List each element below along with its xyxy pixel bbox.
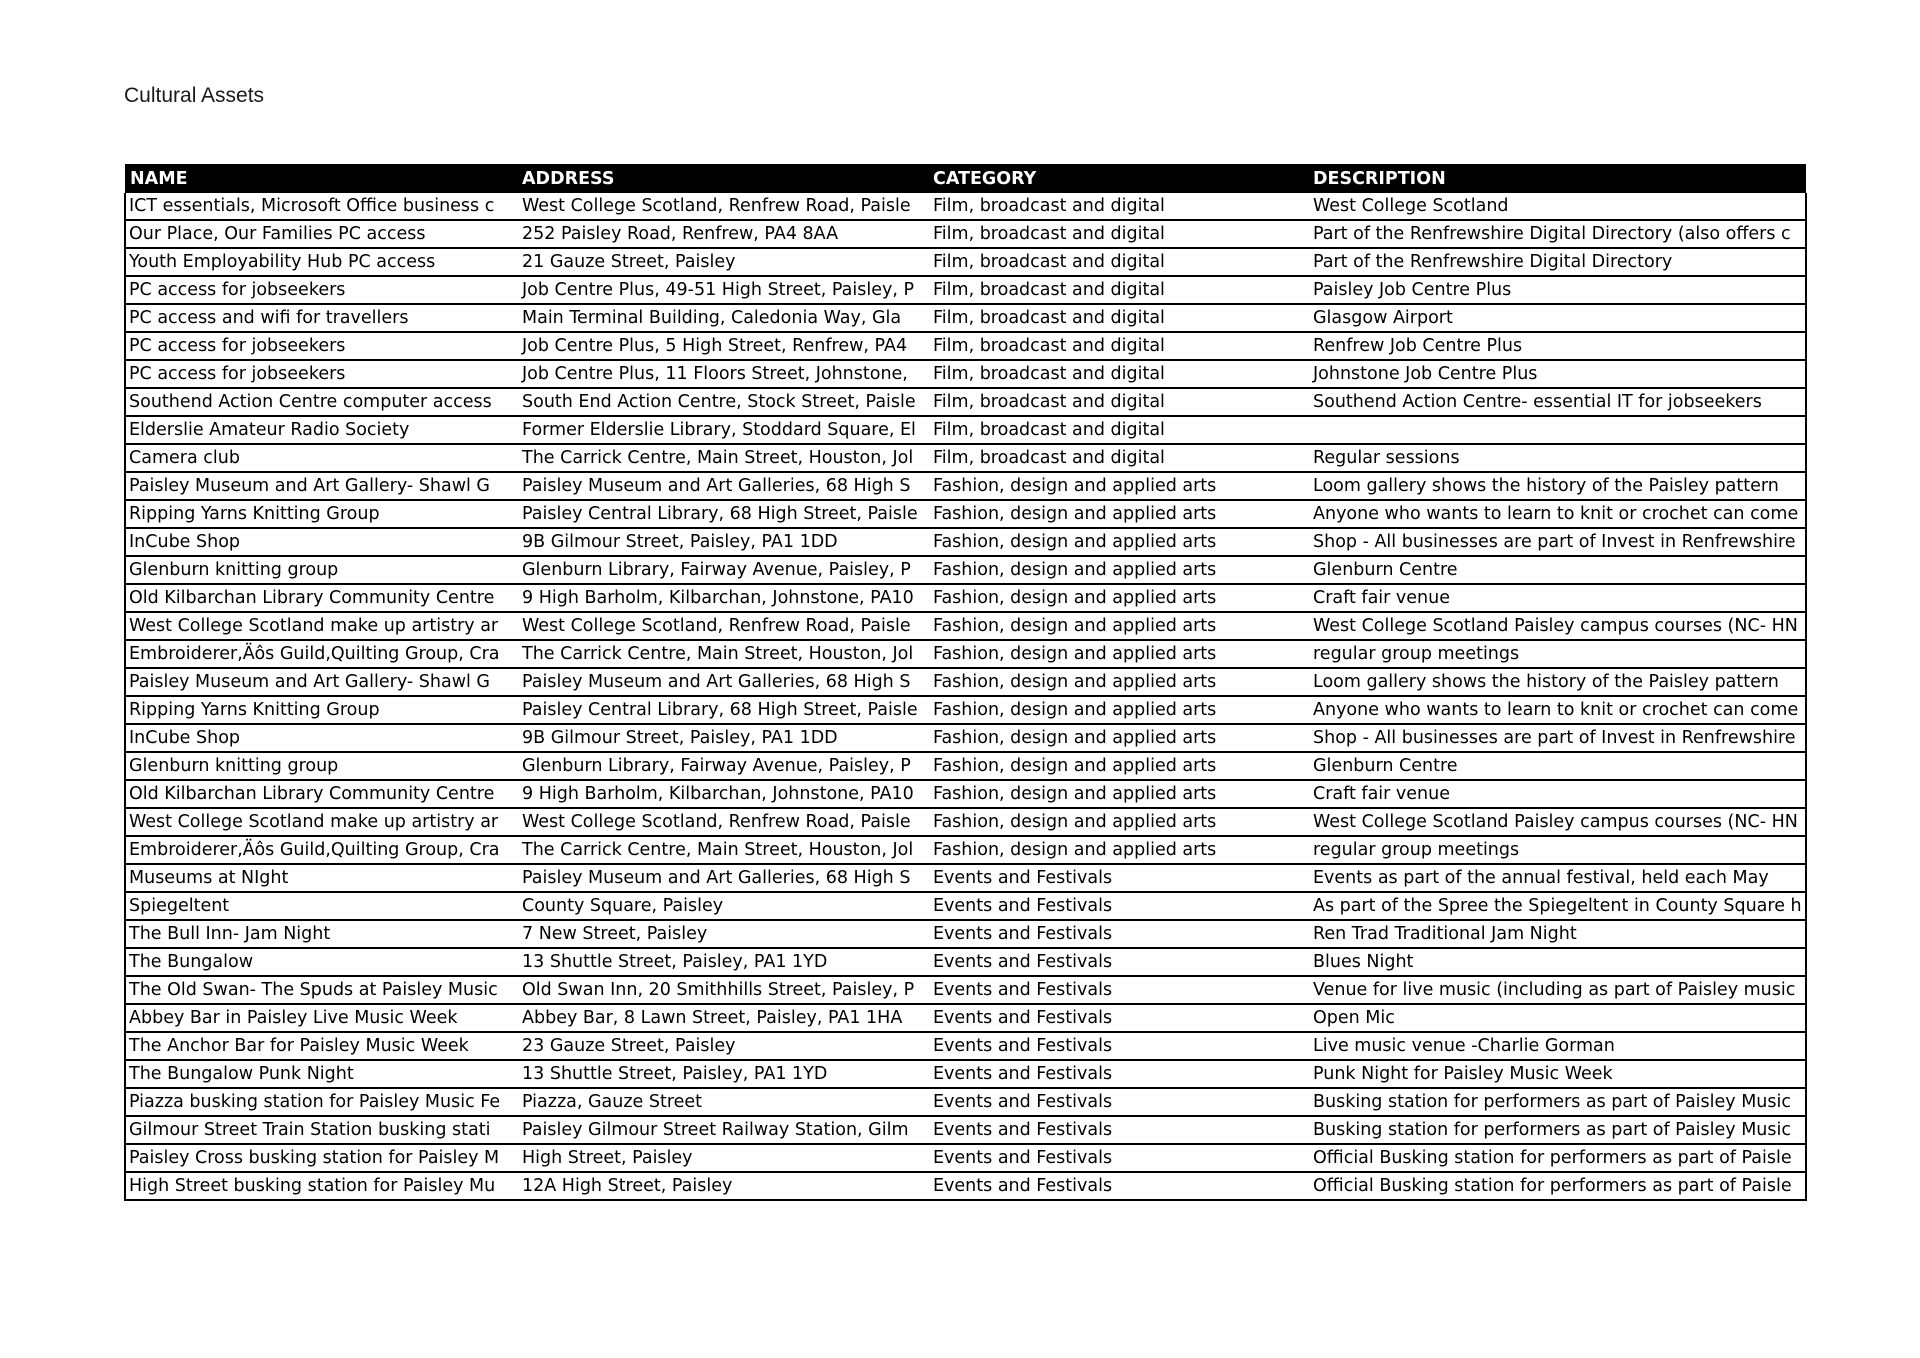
cell-description: Regular sessions [1308,444,1806,472]
cell-address: Abbey Bar, 8 Lawn Street, Paisley, PA1 1HA [517,1004,928,1032]
table-row [125,1088,1806,1116]
cell-description: Part of the Renfrewshire Digital Directory [1308,248,1806,276]
cell-description: Anyone who wants to learn to knit or crochet can come [1308,500,1806,528]
cell-name: The Bungalow [125,948,517,976]
cell-description: Busking station for performers as part of Paisley Music [1308,1088,1806,1116]
cell-description: West College Scotland Paisley campus courses (NC- HN [1308,612,1806,640]
cell-address: Paisley Central Library, 68 High Street, Paisle [517,500,928,528]
cell-category: Fashion, design and applied arts [928,808,1308,836]
cell-category: Fashion, design and applied arts [928,836,1308,864]
cell-description: Craft fair venue [1308,780,1806,808]
cell-name: InCube Shop [125,724,517,752]
table-row [125,472,1806,500]
cell-category: Film, broadcast and digital [928,193,1308,220]
table-row [125,304,1806,332]
cell-category: Events and Festivals [928,864,1308,892]
cell-description: Official Busking station for performers as part of Paisle [1308,1172,1806,1200]
cell-description: Glenburn Centre [1308,752,1806,780]
cell-address: 9B Gilmour Street, Paisley, PA1 1DD [517,528,928,556]
table-row [125,836,1806,864]
table-row [125,416,1806,444]
table-row [125,220,1806,248]
cultural-assets-table [124,164,1807,1201]
cell-description: Loom gallery shows the history of the Paisley pattern [1308,472,1806,500]
cell-address: 7 New Street, Paisley [517,920,928,948]
table-row [125,332,1806,360]
cell-description: regular group meetings [1308,836,1806,864]
table-row [125,808,1806,836]
cell-description: Anyone who wants to learn to knit or crochet can come [1308,696,1806,724]
cell-category: Fashion, design and applied arts [928,528,1308,556]
table-row [125,248,1806,276]
cell-address: The Carrick Centre, Main Street, Houston, Jol [517,444,928,472]
cell-description: Johnstone Job Centre Plus [1308,360,1806,388]
cell-category: Fashion, design and applied arts [928,472,1308,500]
cell-address: 13 Shuttle Street, Paisley, PA1 1YD [517,948,928,976]
cell-description: West College Scotland [1308,193,1806,220]
table-row [125,668,1806,696]
cell-description: Ren Trad Traditional Jam Night [1308,920,1806,948]
cell-name: Embroiderer,Äôs Guild,Quilting Group, Cra [125,836,517,864]
cell-description: Venue for live music (including as part of Paisley music [1308,976,1806,1004]
cell-category: Film, broadcast and digital [928,304,1308,332]
cell-category: Fashion, design and applied arts [928,556,1308,584]
cell-address: Paisley Museum and Art Galleries, 68 High S [517,472,928,500]
table-row [125,444,1806,472]
cell-category: Film, broadcast and digital [928,388,1308,416]
cell-address: Old Swan Inn, 20 Smithhills Street, Paisley, P [517,976,928,1004]
cell-description: As part of the Spree the Spiegeltent in County Square h [1308,892,1806,920]
cell-name: West College Scotland make up artistry ar [125,808,517,836]
cell-name: Camera club [125,444,517,472]
cell-category: Events and Festivals [928,1088,1308,1116]
cell-category: Fashion, design and applied arts [928,500,1308,528]
cell-description: Blues Night [1308,948,1806,976]
cell-address: South End Action Centre, Stock Street, Paisle [517,388,928,416]
table-row [125,696,1806,724]
cell-name: PC access for jobseekers [125,360,517,388]
cell-category: Fashion, design and applied arts [928,780,1308,808]
cell-address: Glenburn Library, Fairway Avenue, Paisley, P [517,752,928,780]
cell-category: Film, broadcast and digital [928,332,1308,360]
cell-name: Paisley Cross busking station for Paisley M [125,1144,517,1172]
table-row [125,1172,1806,1200]
table-row [125,640,1806,668]
cell-address: 252 Paisley Road, Renfrew, PA4 8AA [517,220,928,248]
cell-name: Our Place, Our Families PC access [125,220,517,248]
cell-address: 21 Gauze Street, Paisley [517,248,928,276]
table-row [125,864,1806,892]
table-row [125,584,1806,612]
cell-address: Job Centre Plus, 49-51 High Street, Paisley, P [517,276,928,304]
cell-name: The Bull Inn- Jam Night [125,920,517,948]
cell-address: Glenburn Library, Fairway Avenue, Paisley, P [517,556,928,584]
cell-address: County Square, Paisley [517,892,928,920]
cell-address: Paisley Museum and Art Galleries, 68 High S [517,668,928,696]
cell-name: InCube Shop [125,528,517,556]
cell-category: Events and Festivals [928,1060,1308,1088]
cell-name: Southend Action Centre computer access [125,388,517,416]
cell-description: Loom gallery shows the history of the Paisley pattern [1308,668,1806,696]
cell-category: Fashion, design and applied arts [928,752,1308,780]
cell-category: Film, broadcast and digital [928,360,1308,388]
cell-name: Spiegeltent [125,892,517,920]
cell-category: Events and Festivals [928,1172,1308,1200]
cell-name: Youth Employability Hub PC access [125,248,517,276]
cell-category: Film, broadcast and digital [928,444,1308,472]
cell-description: Live music venue -Charlie Gorman [1308,1032,1806,1060]
cell-description: Renfrew Job Centre Plus [1308,332,1806,360]
cell-address: 13 Shuttle Street, Paisley, PA1 1YD [517,1060,928,1088]
table-row [125,556,1806,584]
cell-address: West College Scotland, Renfrew Road, Paisle [517,808,928,836]
table-row [125,976,1806,1004]
cell-address: Main Terminal Building, Caledonia Way, Gla [517,304,928,332]
table-row [125,388,1806,416]
cell-name: Museums at NIght [125,864,517,892]
cell-description: Official Busking station for performers as part of Paisle [1308,1144,1806,1172]
cell-description: regular group meetings [1308,640,1806,668]
cell-category: Film, broadcast and digital [928,220,1308,248]
table-row [125,724,1806,752]
cell-name: Paisley Museum and Art Gallery- Shawl G [125,668,517,696]
cell-description: Glasgow Airport [1308,304,1806,332]
table-row [125,193,1806,220]
cell-name: Old Kilbarchan Library Community Centre [125,584,517,612]
cell-address: Paisley Museum and Art Galleries, 68 High S [517,864,928,892]
cell-description: Shop - All businesses are part of Invest in Renfrewshire [1308,724,1806,752]
cell-address: 23 Gauze Street, Paisley [517,1032,928,1060]
table-row [125,276,1806,304]
cell-address: High Street, Paisley [517,1144,928,1172]
cell-address: Job Centre Plus, 11 Floors Street, Johnstone, [517,360,928,388]
cell-category: Events and Festivals [928,920,1308,948]
table-row [125,948,1806,976]
cell-category: Film, broadcast and digital [928,416,1308,444]
cell-category: Fashion, design and applied arts [928,584,1308,612]
cell-name: Piazza busking station for Paisley Music Fe [125,1088,517,1116]
cell-name: The Bungalow Punk Night [125,1060,517,1088]
cell-address: 9 High Barholm, Kilbarchan, Johnstone, PA10 [517,780,928,808]
table-row [125,1144,1806,1172]
cell-description: Events as part of the annual festival, held each May [1308,864,1806,892]
cell-category: Events and Festivals [928,892,1308,920]
cell-name: West College Scotland make up artistry ar [125,612,517,640]
cell-name: Glenburn knitting group [125,752,517,780]
cell-address: Paisley Central Library, 68 High Street, Paisle [517,696,928,724]
cell-name: Abbey Bar in Paisley Live Music Week [125,1004,517,1032]
header-name: NAME [125,164,517,193]
table-row [125,1116,1806,1144]
table-row [125,360,1806,388]
cell-address: 9B Gilmour Street, Paisley, PA1 1DD [517,724,928,752]
cell-address: 9 High Barholm, Kilbarchan, Johnstone, PA10 [517,584,928,612]
cell-address: The Carrick Centre, Main Street, Houston, Jol [517,836,928,864]
cell-category: Events and Festivals [928,1004,1308,1032]
table-row [125,1032,1806,1060]
table-row [125,1060,1806,1088]
cell-name: PC access and wifi for travellers [125,304,517,332]
cell-name: The Anchor Bar for Paisley Music Week [125,1032,517,1060]
cell-category: Events and Festivals [928,948,1308,976]
cell-name: PC access for jobseekers [125,332,517,360]
cell-category: Events and Festivals [928,976,1308,1004]
table-body [125,193,1806,1200]
cell-address: 12A High Street, Paisley [517,1172,928,1200]
cell-name: High Street busking station for Paisley Mu [125,1172,517,1200]
table-row [125,892,1806,920]
cell-category: Fashion, design and applied arts [928,696,1308,724]
cell-name: ICT essentials, Microsoft Office business c [125,193,517,220]
cell-name: Embroiderer,Äôs Guild,Quilting Group, Cra [125,640,517,668]
cell-category: Events and Festivals [928,1144,1308,1172]
cell-name: Ripping Yarns Knitting Group [125,500,517,528]
cell-address: Piazza, Gauze Street [517,1088,928,1116]
table-row [125,612,1806,640]
cell-description: Open Mic [1308,1004,1806,1032]
cell-name: Gilmour Street Train Station busking stati [125,1116,517,1144]
cell-name: Glenburn knitting group [125,556,517,584]
page-title: Cultural Assets [124,84,265,107]
cell-name: Paisley Museum and Art Gallery- Shawl G [125,472,517,500]
cell-name: PC access for jobseekers [125,276,517,304]
cell-category: Events and Festivals [928,1032,1308,1060]
cell-description: West College Scotland Paisley campus courses (NC- HN [1308,808,1806,836]
cell-description: Busking station for performers as part of Paisley Music [1308,1116,1806,1144]
cell-description: Paisley Job Centre Plus [1308,276,1806,304]
table-row [125,500,1806,528]
cell-category: Film, broadcast and digital [928,248,1308,276]
cell-description: Glenburn Centre [1308,556,1806,584]
cell-name: The Old Swan- The Spuds at Paisley Music [125,976,517,1004]
cell-address: The Carrick Centre, Main Street, Houston, Jol [517,640,928,668]
cell-description [1308,416,1806,444]
cell-address: Job Centre Plus, 5 High Street, Renfrew, PA4 [517,332,928,360]
cell-description: Punk Night for Paisley Music Week [1308,1060,1806,1088]
cell-address: Former Elderslie Library, Stoddard Square, El [517,416,928,444]
cell-address: West College Scotland, Renfrew Road, Paisle [517,612,928,640]
cell-name: Elderslie Amateur Radio Society [125,416,517,444]
cell-category: Film, broadcast and digital [928,276,1308,304]
cell-address: West College Scotland, Renfrew Road, Paisle [517,193,928,220]
table-row [125,1004,1806,1032]
cell-category: Events and Festivals [928,1116,1308,1144]
cell-description: Shop - All businesses are part of Invest in Renfrewshire [1308,528,1806,556]
header-row [125,164,1806,193]
cell-name: Old Kilbarchan Library Community Centre [125,780,517,808]
cell-category: Fashion, design and applied arts [928,612,1308,640]
table-row [125,752,1806,780]
header-address: ADDRESS [517,164,928,193]
cell-category: Fashion, design and applied arts [928,668,1308,696]
cell-category: Fashion, design and applied arts [928,724,1308,752]
header-category: CATEGORY [928,164,1308,193]
cell-description: Craft fair venue [1308,584,1806,612]
cell-description: Part of the Renfrewshire Digital Directory (also offers c [1308,220,1806,248]
cell-name: Ripping Yarns Knitting Group [125,696,517,724]
table-row [125,780,1806,808]
header-description: DESCRIPTION [1308,164,1806,193]
table-row [125,528,1806,556]
cell-address: Paisley Gilmour Street Railway Station, Gilm [517,1116,928,1144]
cell-category: Fashion, design and applied arts [928,640,1308,668]
table-row [125,920,1806,948]
cell-description: Southend Action Centre- essential IT for jobseekers [1308,388,1806,416]
